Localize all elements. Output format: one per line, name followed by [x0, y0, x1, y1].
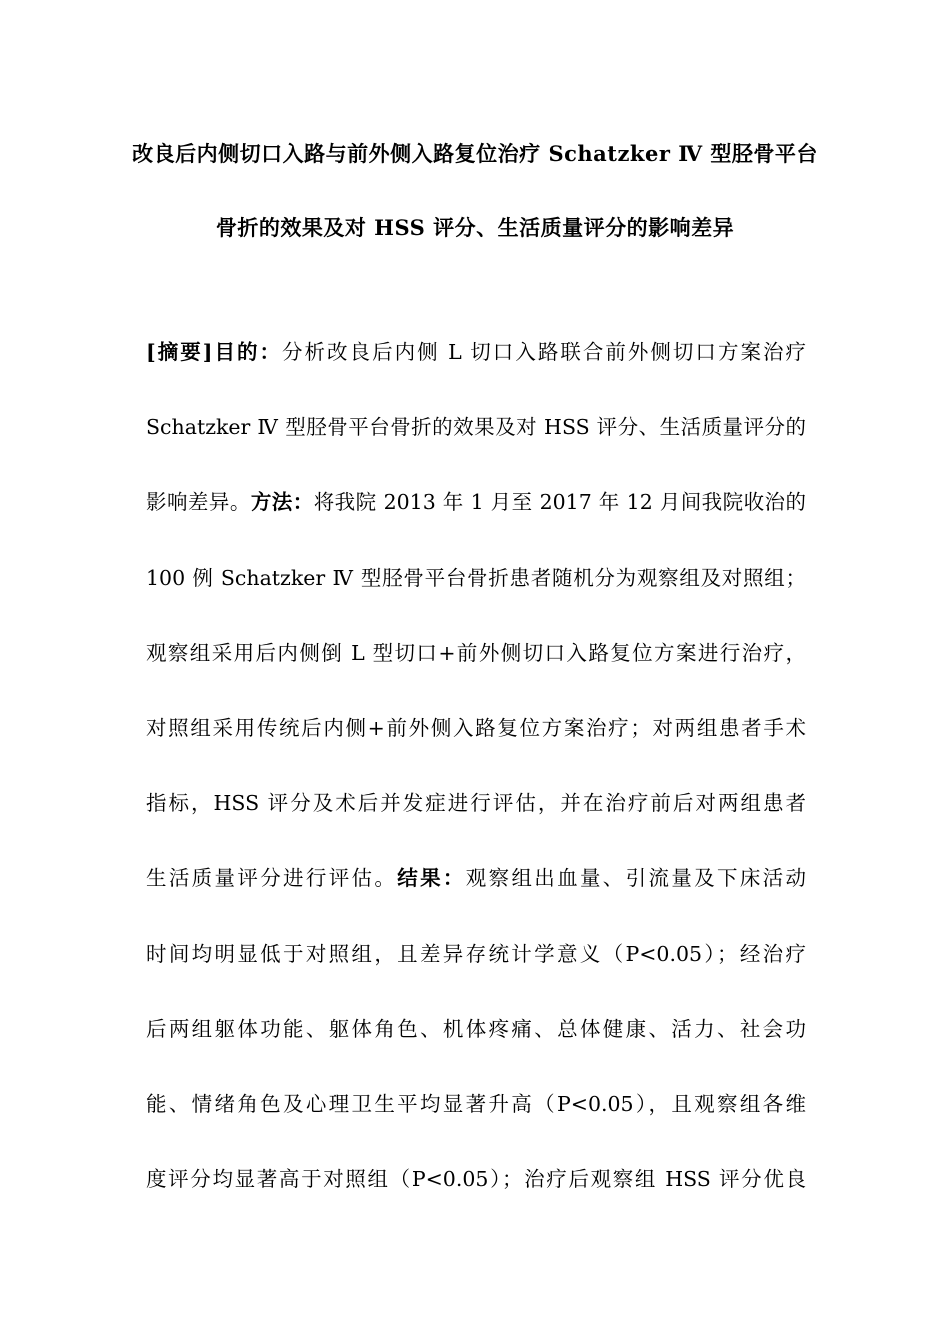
abstract-text: 度评分均显著高于对照组（P<0.05）；治疗后观察组 HSS 评分优良	[146, 1167, 806, 1192]
abstract-line	[146, 860, 806, 935]
abstract-line	[146, 785, 806, 860]
abstract-text: Schatzker Ⅳ 型胫骨平台骨折的效果及对 HSS 评分、生活质量评分的	[146, 415, 806, 440]
abstract-text: 能、情绪角色及心理卫生平均显著升高（P<0.05），且观察组各维	[146, 1091, 806, 1116]
abstract-line	[146, 1086, 806, 1161]
abstract-line	[146, 334, 806, 409]
abstract-text: 时间均明显低于对照组，且差异存统计学意义（P<0.05）；经治疗	[146, 941, 806, 966]
abstract-text: 100 例 Schatzker Ⅳ 型胫骨平台骨折患者随机分为观察组及对照组；	[146, 565, 806, 590]
abstract-text: 对照组采用传统后内侧+前外侧入路复位方案治疗；对两组患者手术	[146, 715, 806, 740]
abstract-line	[146, 560, 806, 635]
abstract-text: 指标，HSS 评分及术后并发症进行评估，并在治疗前后对两组患者	[146, 791, 806, 816]
abstract-text: 观察组采用后内侧倒 L 型切口+前外侧切口入路复位方案进行治疗，	[146, 640, 806, 665]
abstract-text: 将我院 2013 年 1 月至 2017 年 12 月间我院收治的	[313, 490, 806, 515]
abstract-line	[146, 936, 806, 1011]
abstract-text: 影响差异。	[146, 490, 251, 515]
abstract-text: 后两组躯体功能、躯体角色、机体疼痛、总体健康、活力、社会功	[146, 1016, 806, 1041]
paper-title-line-1: 改良后内侧切口入路与前外侧入路复位治疗 Schatzker Ⅳ 型胫骨平台	[132, 141, 818, 166]
abstract-line	[146, 1161, 806, 1236]
abstract-section-label: [摘要]目的：	[146, 340, 283, 364]
abstract-body	[146, 334, 806, 1236]
abstract-line	[146, 484, 806, 559]
abstract-text: 分析改良后内侧 L 切口入路联合前外侧切口方案治疗	[282, 340, 806, 364]
abstract-line	[146, 1011, 806, 1086]
paper-title-line-2: 骨折的效果及对 HSS 评分、生活质量评分的影响差异	[215, 215, 735, 240]
abstract-section-label: 方法：	[250, 490, 314, 515]
abstract-line	[146, 409, 806, 484]
abstract-line	[146, 710, 806, 785]
abstract-line	[146, 635, 806, 710]
abstract-section-label: 结果：	[397, 866, 466, 891]
abstract-text: 观察组出血量、引流量及下床活动	[465, 866, 806, 891]
abstract-text: 生活质量评分进行评估。	[146, 866, 398, 891]
